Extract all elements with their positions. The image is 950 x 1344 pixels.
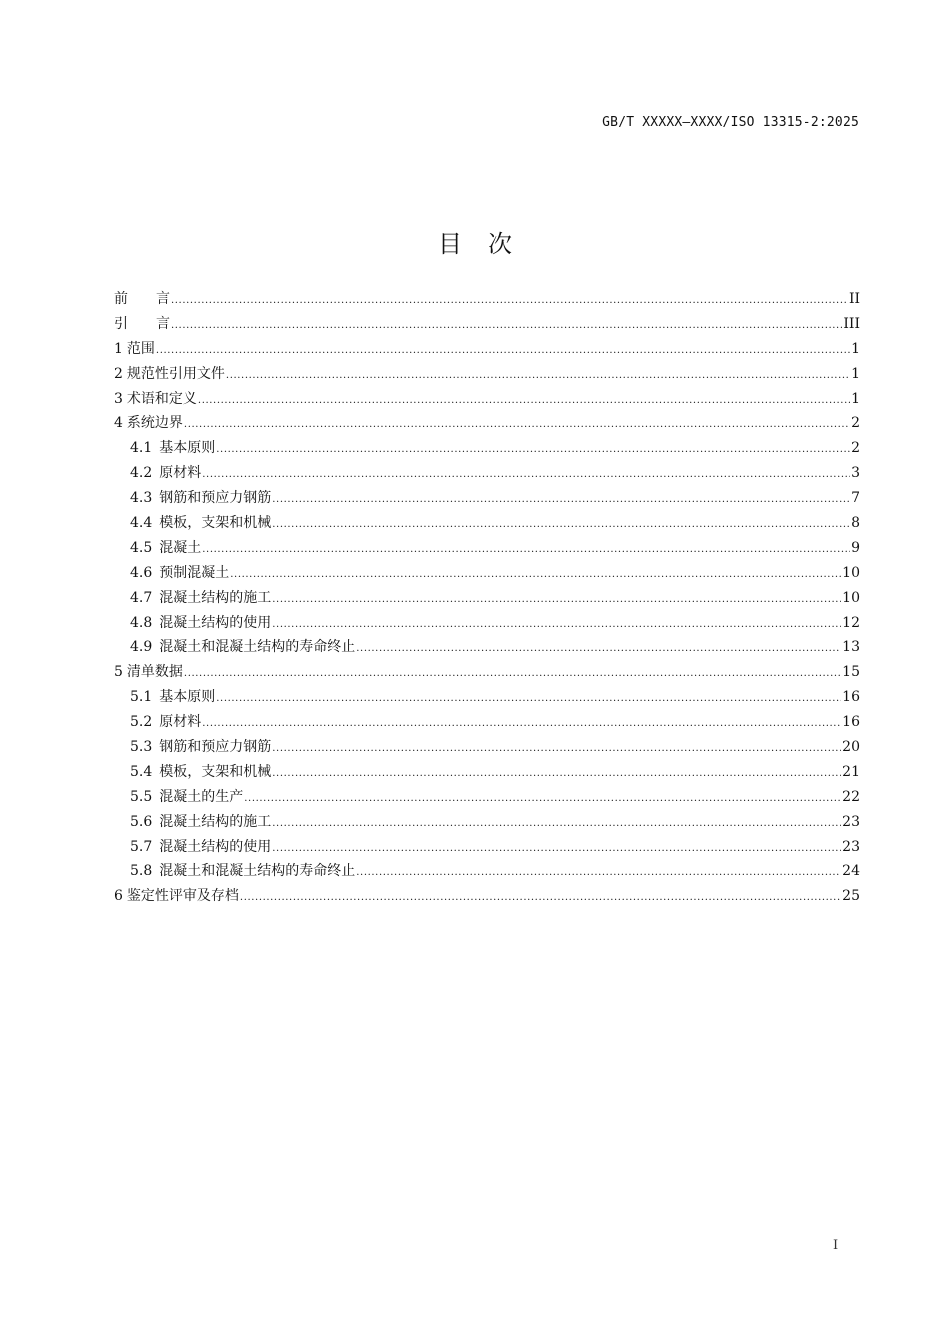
toc-page-number: 2 bbox=[851, 415, 860, 432]
toc-entry-4-8[interactable] bbox=[114, 611, 860, 636]
toc-page-number: 22 bbox=[842, 788, 860, 805]
toc-page-number: III bbox=[843, 315, 860, 332]
toc-page-number: 1 bbox=[851, 365, 860, 382]
toc-entry-5-2[interactable] bbox=[114, 710, 860, 735]
toc-page-number: 3 bbox=[851, 465, 860, 482]
dot-leader bbox=[272, 737, 841, 762]
toc-entry-introduction[interactable] bbox=[114, 312, 860, 337]
dot-leader bbox=[356, 637, 841, 662]
dot-leader bbox=[156, 339, 850, 364]
toc-entry-label: 5.7 混凝土结构的使用 bbox=[130, 838, 272, 855]
table-of-contents bbox=[114, 287, 860, 909]
toc-page-number: 13 bbox=[842, 639, 860, 656]
title-char-2: 次 bbox=[488, 230, 512, 259]
toc-entry-5-4[interactable] bbox=[114, 760, 860, 785]
dot-leader bbox=[272, 613, 841, 638]
toc-entry-5-5[interactable] bbox=[114, 785, 860, 810]
toc-entry-label: 5.8 混凝土和混凝土结构的寿命终止 bbox=[130, 863, 356, 880]
dot-leader bbox=[272, 837, 841, 862]
dot-leader bbox=[202, 712, 841, 737]
toc-entry-4[interactable] bbox=[114, 411, 860, 436]
toc-entry-label: 4.5 混凝土 bbox=[130, 539, 202, 556]
dot-leader bbox=[272, 812, 841, 837]
toc-entry-label: 5.2 原材料 bbox=[130, 714, 202, 731]
toc-entry-label: 引言 bbox=[114, 315, 170, 332]
dot-leader bbox=[272, 488, 850, 513]
toc-entry-label: 4.4 模板，支架和机械 bbox=[130, 515, 272, 532]
toc-entry-4-5[interactable] bbox=[114, 536, 860, 561]
toc-entry-5-8[interactable] bbox=[114, 859, 860, 884]
dot-leader bbox=[272, 513, 850, 538]
dot-leader bbox=[272, 762, 841, 787]
toc-entry-label: 5.1 基本原则 bbox=[130, 689, 216, 706]
toc-entry-label: 4.6 预制混凝土 bbox=[130, 564, 230, 581]
toc-entry-4-6[interactable] bbox=[114, 561, 860, 586]
toc-entry-label: 4.1 基本原则 bbox=[130, 440, 216, 457]
toc-entry-label: 3 术语和定义 bbox=[114, 390, 197, 407]
toc-entry-4-9[interactable] bbox=[114, 635, 860, 660]
toc-page-number: 10 bbox=[842, 564, 860, 581]
dot-leader bbox=[184, 662, 841, 687]
toc-entry-label: 4.2 原材料 bbox=[130, 465, 202, 482]
toc-entry-5-3[interactable] bbox=[114, 735, 860, 760]
dot-leader bbox=[171, 289, 848, 314]
toc-entry-5-7[interactable] bbox=[114, 835, 860, 860]
toc-entry-4-4[interactable] bbox=[114, 511, 860, 536]
toc-page-number: 7 bbox=[851, 490, 860, 507]
toc-entry-label: 前言 bbox=[114, 291, 170, 307]
toc-entry-1[interactable] bbox=[114, 337, 860, 362]
dot-leader bbox=[184, 413, 850, 438]
toc-entry-label: 4.8 混凝土结构的使用 bbox=[130, 614, 272, 631]
toc-page-number: 12 bbox=[842, 614, 860, 631]
dot-leader bbox=[198, 389, 850, 414]
title-char-1: 目 bbox=[438, 230, 462, 259]
toc-entry-4-3[interactable] bbox=[114, 486, 860, 511]
toc-page-number: 15 bbox=[842, 664, 860, 681]
toc-page-number: 23 bbox=[842, 838, 860, 855]
toc-entry-label: 5.3 钢筋和预应力钢筋 bbox=[130, 739, 272, 756]
toc-entry-4-1[interactable] bbox=[114, 436, 860, 461]
toc-entry-label: 1 范围 bbox=[114, 340, 155, 357]
toc-page-number: 1 bbox=[851, 340, 860, 357]
toc-entry-preface[interactable] bbox=[114, 287, 860, 312]
toc-page-number: 10 bbox=[842, 589, 860, 606]
dot-leader bbox=[240, 886, 841, 911]
dot-leader bbox=[356, 861, 841, 886]
document-id-header: GB/T XXXXX—XXXX/ISO 13315-2:2025 bbox=[602, 115, 859, 130]
toc-entry-label: 4.7 混凝土结构的施工 bbox=[130, 589, 272, 606]
dot-leader bbox=[226, 364, 850, 389]
toc-entry-label: 6 鉴定性评审及存档 bbox=[114, 888, 239, 905]
dot-leader bbox=[230, 563, 841, 588]
toc-page-number: 24 bbox=[842, 863, 860, 880]
dot-leader bbox=[202, 538, 850, 563]
dot-leader bbox=[202, 463, 850, 488]
dot-leader bbox=[216, 438, 850, 463]
dot-leader bbox=[272, 588, 841, 613]
toc-entry-label: 5.6 混凝土结构的施工 bbox=[130, 813, 272, 830]
toc-entry-5-6[interactable] bbox=[114, 810, 860, 835]
toc-entry-5[interactable] bbox=[114, 660, 860, 685]
dot-leader bbox=[171, 314, 842, 339]
toc-page-number: 21 bbox=[842, 763, 860, 780]
toc-entry-2[interactable] bbox=[114, 362, 860, 387]
toc-page-number: 16 bbox=[842, 714, 860, 731]
dot-leader bbox=[244, 787, 841, 812]
toc-entry-label: 4.9 混凝土和混凝土结构的寿命终止 bbox=[130, 639, 356, 656]
toc-page-number: 25 bbox=[842, 888, 860, 905]
toc-entry-label: 4 系统边界 bbox=[114, 415, 183, 432]
toc-entry-3[interactable] bbox=[114, 387, 860, 412]
toc-page-number: 8 bbox=[851, 515, 860, 532]
toc-entry-label: 4.3 钢筋和预应力钢筋 bbox=[130, 490, 272, 507]
toc-entry-label: 5 清单数据 bbox=[114, 664, 183, 681]
toc-entry-4-2[interactable] bbox=[114, 461, 860, 486]
toc-page-number: 20 bbox=[842, 739, 860, 756]
toc-page-number: 2 bbox=[851, 440, 860, 457]
toc-entry-label: 2 规范性引用文件 bbox=[114, 365, 225, 382]
toc-page-number: 23 bbox=[842, 813, 860, 830]
toc-entry-6[interactable] bbox=[114, 884, 860, 909]
toc-page-number: 9 bbox=[851, 539, 860, 556]
toc-entry-label: 5.4 模板，支架和机械 bbox=[130, 763, 272, 780]
toc-entry-label: 5.5 混凝土的生产 bbox=[130, 788, 244, 805]
toc-entry-5-1[interactable] bbox=[114, 685, 860, 710]
toc-page-number: 16 bbox=[842, 689, 860, 706]
page-title bbox=[0, 224, 950, 259]
dot-leader bbox=[216, 687, 841, 712]
toc-entry-4-7[interactable] bbox=[114, 586, 860, 611]
toc-page-number: II bbox=[848, 291, 860, 307]
toc-page-number: 1 bbox=[851, 390, 860, 407]
page-number-footer: I bbox=[833, 1238, 839, 1253]
